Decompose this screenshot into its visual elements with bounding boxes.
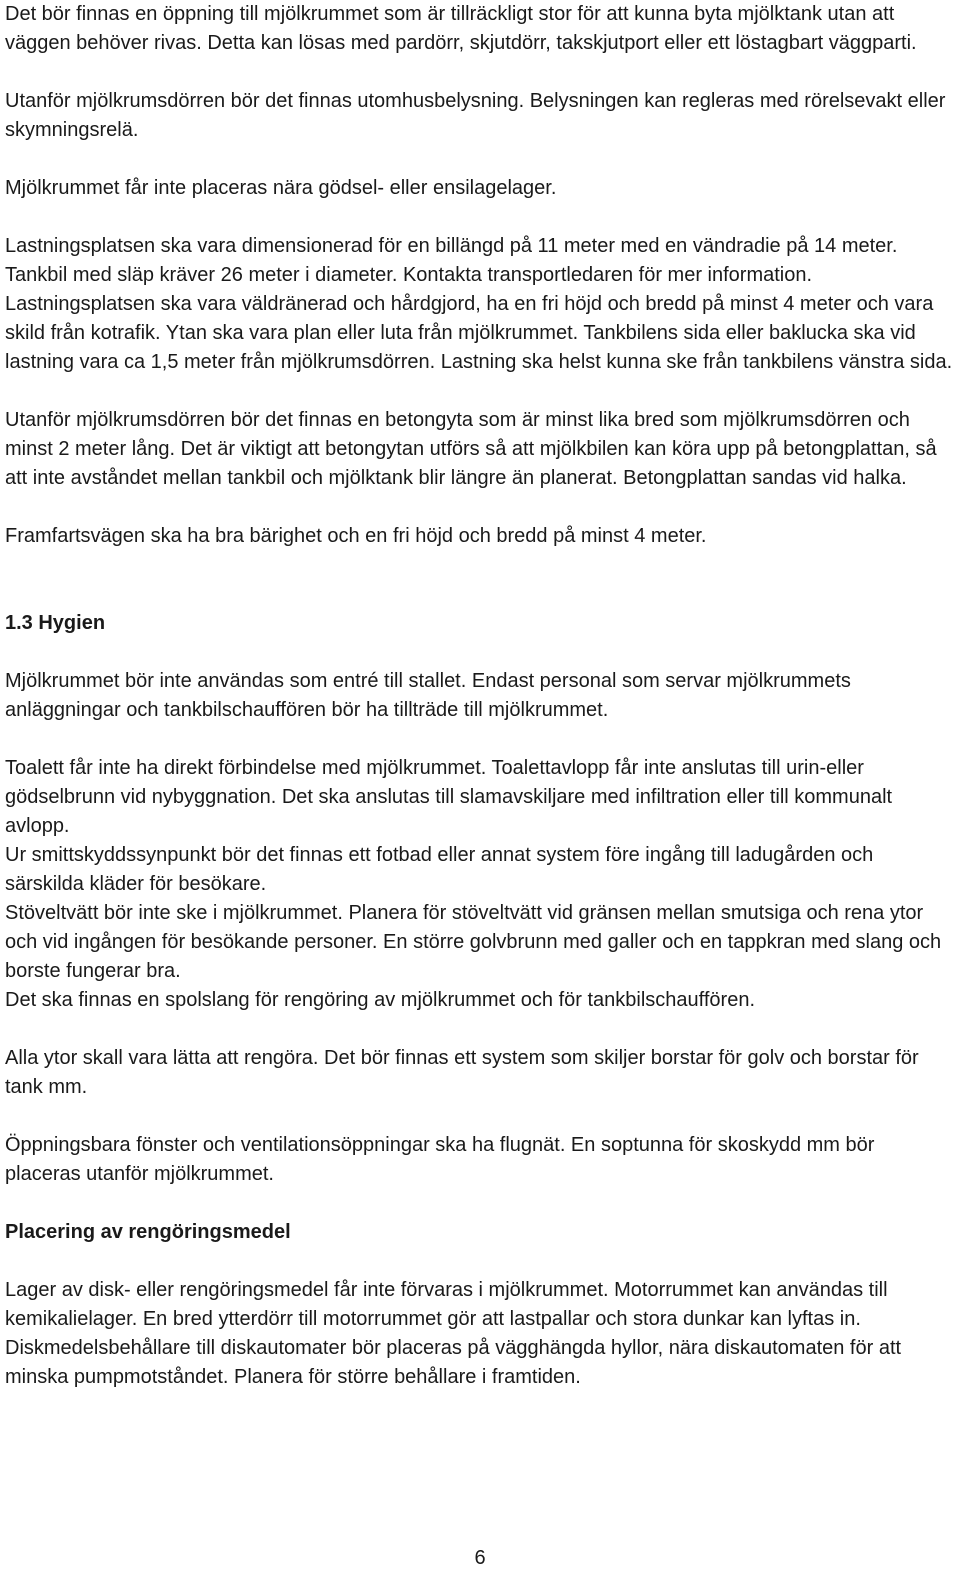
paragraph-outdoor-lighting: Utanför mjölkrumsdörren bör det finnas utomhusbelysning. Belysningen kan regleras med rörelsevakt eller skymningsrelä. <box>5 90 946 141</box>
paragraph-access-road: Framfartsvägen ska ha bra bärighet och en fri höjd och bredd på minst 4 meter. <box>5 525 707 547</box>
document-page <box>5 0 955 1392</box>
paragraph-loading-dimensions: Lastningsplatsen ska vara dimensionerad för en billängd på 11 meter med en vändradie på 14 meter. Tankbil med släp kräver 26 meter i diameter. Kontakta transportledaren för mer information. <box>5 235 898 286</box>
paragraph-concrete-area: Utanför mjölkrumsdörren bör det finnas en betongyta som är minst lika bred som mjölkrumsdörren och minst 2 meter lång. Det är viktigt att betongytan utförs så att mjölkbilen kan köra upp på betongplattan, så att inte avståndet mellan tankbil och mjölktank blir längre än planerat. Betongplattan sandas vid halka. <box>5 409 937 489</box>
paragraph-footbath: Ur smittskyddssynpunkt bör det finnas ett fotbad eller annat system före ingång till ladugården och särskilda kläder för besökare. <box>5 844 874 895</box>
paragraph-cleaning-surfaces: Alla ytor skall vara lätta att rengöra. Det bör finnas ett system som skiljer borstar för golv och borstar för tank mm. <box>5 1047 919 1098</box>
section-heading-placering: Placering av rengöringsmedel <box>5 1221 291 1243</box>
paragraph-toilet: Toalett får inte ha direkt förbindelse med mjölkrummet. Toalettavlopp får inte anslutas till urin-eller gödselbrunn vid nybyggnation. Det ska anslutas till slamavskiljare med infiltration eller till kommunalt avlopp. <box>5 757 893 837</box>
paragraph-placement-restriction: Mjölkrummet får inte placeras nära gödsel- eller ensilagelager. <box>5 177 557 199</box>
paragraph-entry-restriction: Mjölkrummet bör inte användas som entré till stallet. Endast personal som servar mjölkrummets anläggningar och tankbilschauffören bör ha tillträde till mjölkrummet. <box>5 670 851 721</box>
paragraph-fly-screens: Öppningsbara fönster och ventilationsöppningar ska ha flugnät. En soptunna för skoskydd mm bör placeras utanför mjölkrummet. <box>5 1134 875 1185</box>
paragraph-boot-wash: Stöveltvätt bör inte ske i mjölkrummet. Planera för stöveltvätt vid gränsen mellan smutsiga och rena ytor och vid ingången för besökande personer. En större golvbrunn med galler och en tappkran med slang och borste fungerar bra. <box>5 902 942 982</box>
paragraph-hose: Det ska finnas en spolslang för rengöring av mjölkrummet och för tankbilschauffören. <box>5 989 756 1011</box>
page-number: 6 <box>474 1547 486 1569</box>
paragraph-chemical-storage: Lager av disk- eller rengöringsmedel får inte förvaras i mjölkrummet. Motorrummet kan användas till kemikalielager. En bred ytterdörr till motorrummet gör att lastpallar och stora dunkar kan lyftas in. Diskmedelsbehållare till diskautomater bör placeras på vägghängda hyllor, nära diskautomaten för att minska pumpmotståndet. Planera för större behållare i framtiden. <box>5 1279 902 1388</box>
paragraph-tank-opening: Det bör finnas en öppning till mjölkrummet som är tillräckligt stor för att kunna byta mjölktank utan att väggen behöver rivas. Detta kan lösas med pardörr, skjutdörr, takskjutport eller ett löstagbart väggparti. <box>5 3 917 54</box>
paragraph-loading-surface: Lastningsplatsen ska vara väldränerad och hårdgjord, ha en fri höjd och bredd på minst 4 meter och vara skild från kotrafik. Ytan ska vara plan eller luta från mjölkrummet. Tankbilens sida eller baklucka ska vid lastning vara ca 1,5 meter från mjölkrumsdörren. Lastning ska helst kunna ske från tankbilens vänstra sida. <box>5 293 953 373</box>
section-heading-hygien: 1.3 Hygien <box>5 612 106 634</box>
